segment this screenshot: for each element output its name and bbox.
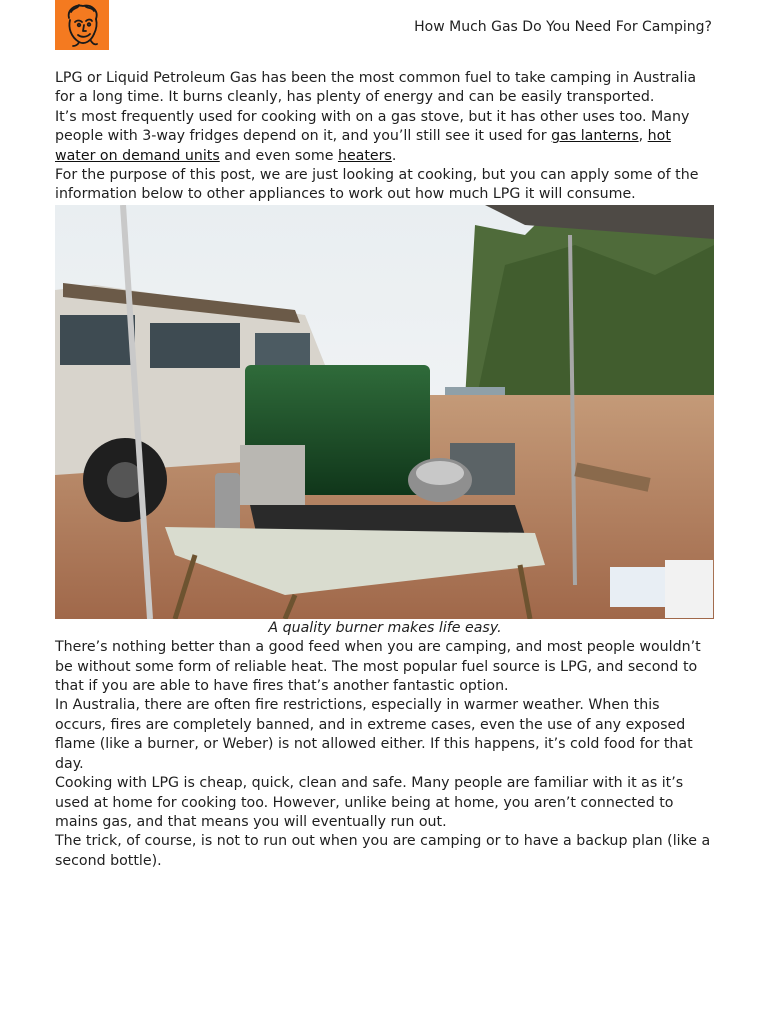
paragraph-text: and even some (219, 147, 338, 164)
paragraph-good-feed: There’s nothing better than a good feed when you are camping, and most people wouldn’t be without some form of reliable heat. The most popular fuel source is LPG, and second to that if you are able to have fires that’s another fantastic option. (55, 639, 701, 695)
paragraph-backup-plan: The trick, of course, is not to run out when you are camping or to have a backup plan (like a second bottle). (55, 833, 711, 869)
heaters-link[interactable]: heaters (337, 147, 392, 164)
hot-water-link[interactable]: hot water on demand units (55, 128, 671, 164)
paragraph-text: , (638, 128, 648, 145)
paragraph-text: . (391, 147, 397, 164)
paragraph-uses (55, 108, 715, 166)
paragraph-text: It’s most frequently used for cooking with on a gas stove, but it has other uses too. Many people with 3-way fridges depend on it, and you’ll still see it used for (55, 108, 690, 145)
paragraph-intro-lpg: LPG or Liquid Petroleum Gas has been the most common fuel to take camping in Australia for a long time. It burns cleanly, has plenty of energy and can be easily transported. (55, 70, 697, 106)
camp-stove-photo (55, 205, 714, 619)
page-title: How Much Gas Do You Need For Camping? (414, 19, 712, 35)
cartoon-face-logo-icon (55, 0, 109, 50)
gas-lanterns-link[interactable]: gas lanterns (551, 128, 639, 145)
site-logo[interactable] (55, 0, 109, 50)
paragraph-fire-restrictions: In Australia, there are often fire restrictions, especially in warmer weather. When this occurs, fires are completely banned, and in extreme cases, even the use of any exposed flame (like a burner, or Weber) is not allowed either. If this happens, it’s cold food for that day. (55, 697, 693, 772)
photo-caption: A quality burner makes life easy. (268, 619, 502, 636)
paragraph-cooking-lpg: Cooking with LPG is cheap, quick, clean and safe. Many people are familiar with it as it’s used at home for cooking too. However, unlike being at home, you aren’t connected to mains gas, and that means you will eventually run out. (55, 775, 684, 830)
paragraph-purpose: For the purpose of this post, we are just looking at cooking, but you can apply some of the information below to other appliances to work out how much LPG it will consume. (55, 167, 699, 203)
article-body (55, 69, 715, 871)
